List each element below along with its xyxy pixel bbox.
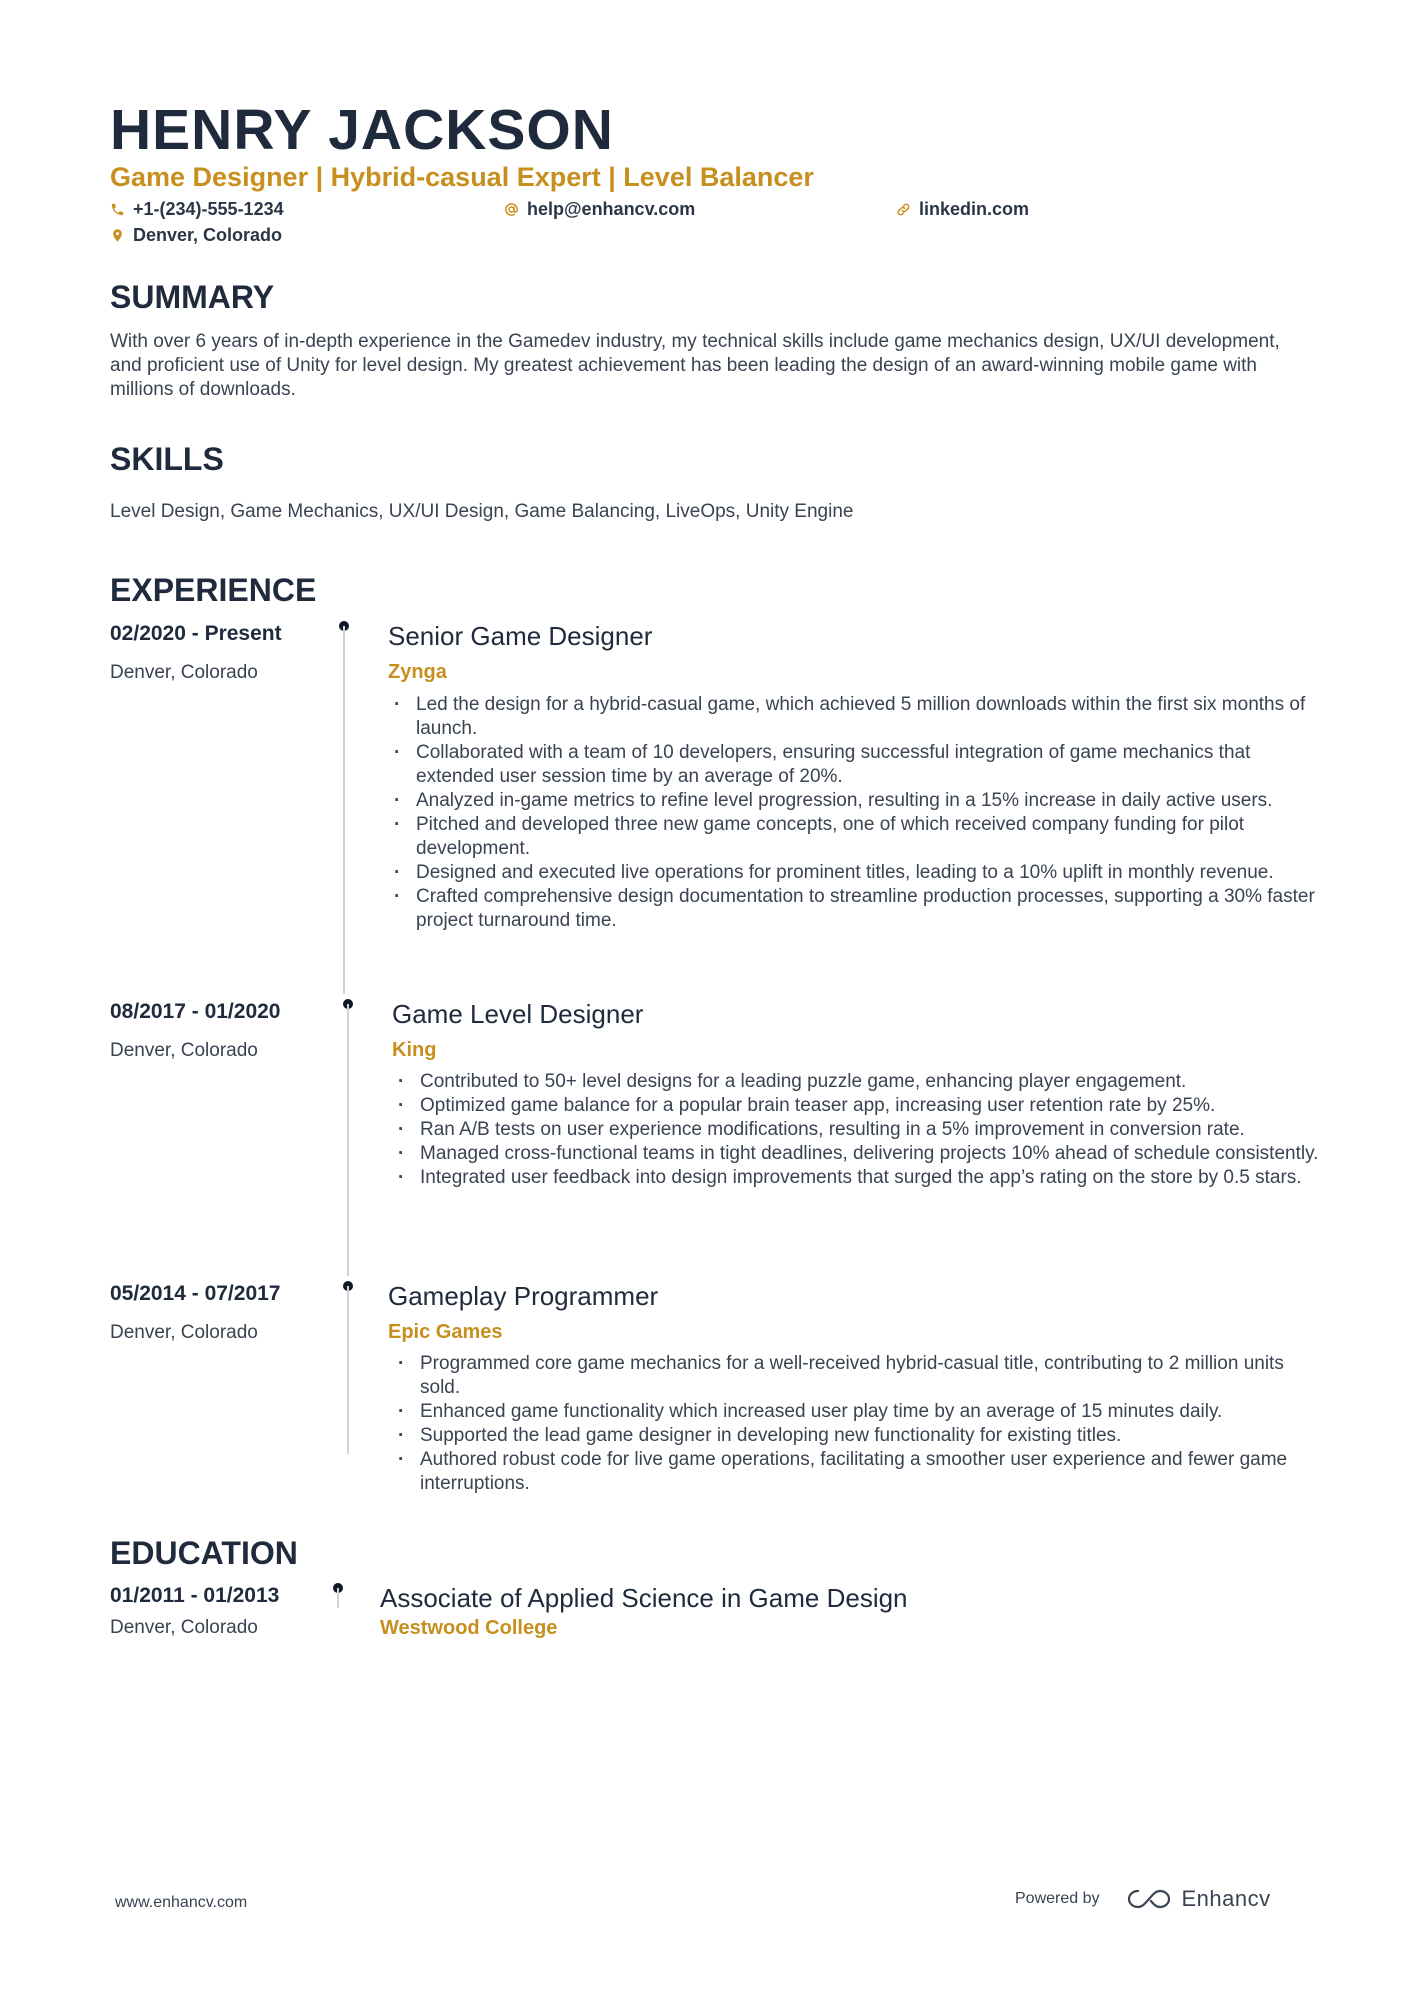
list-item: · Analyzed in-game metrics to refine level progression, resulting in a 15% increase in daily active users.	[388, 789, 1318, 813]
contact-linkedin[interactable]	[896, 198, 1029, 220]
phone-text: +1-(234)-555-1234	[133, 199, 284, 219]
brand-name: Enhancv	[1181, 1886, 1271, 1911]
job-title: Senior Game Designer	[388, 621, 653, 651]
job-location: Denver, Colorado	[110, 1322, 258, 1343]
summary-heading: SUMMARY	[110, 279, 275, 315]
timeline-line	[343, 626, 345, 994]
timeline-line	[347, 1004, 349, 1276]
skills-text: Level Design, Game Mechanics, UX/UI Design, Game Balancing, LiveOps, Unity Engine	[110, 501, 854, 522]
contact-email[interactable]	[504, 198, 695, 220]
job-bullets	[392, 1352, 1322, 1496]
linkedin-text: linkedin.com	[919, 199, 1030, 219]
location-text: Denver, Colorado	[133, 225, 283, 245]
list-item: · Crafted comprehensive design documentation to streamline production processes, supporting a 30% faster project turnaround time.	[388, 885, 1318, 933]
job-title: Game Level Designer	[392, 999, 644, 1029]
phone-icon	[110, 202, 125, 217]
job-title: Gameplay Programmer	[388, 1281, 659, 1311]
email-text: help@enhancv.com	[527, 199, 696, 219]
education-heading: EDUCATION	[110, 1535, 298, 1571]
enhancv-logo-icon	[1126, 1887, 1172, 1911]
footer-website[interactable]: www.enhancv.com	[115, 1894, 248, 1911]
list-item: · Collaborated with a team of 10 developers, ensuring successful integration of game mechanics that extended user session time by an average of 20%.	[388, 741, 1318, 789]
location-pin-icon	[110, 228, 125, 243]
list-item: · Contributed to 50+ level designs for a leading puzzle game, enhancing player engagement.	[392, 1070, 1322, 1094]
summary-text: With over 6 years of in-depth experience in the Gamedev industry, my technical skills include game mechanics design, UX/UI development, and proficient use of Unity for level design. My greatest achievement has been leading the design of an award-winning mobile game with millions of downloads.	[110, 331, 1280, 400]
job-dates: 08/2017 - 01/2020	[110, 1000, 281, 1023]
list-item: · Optimized game balance for a popular brain teaser app, increasing user retention rate by 25%.	[392, 1094, 1322, 1118]
candidate-tagline: Game Designer | Hybrid-casual Expert | Level Balancer	[110, 162, 814, 192]
company-name: King	[392, 1039, 437, 1061]
contact-location	[110, 224, 282, 246]
list-item: · Managed cross-functional teams in tight deadlines, delivering projects 10% ahead of schedule consistently.	[392, 1142, 1322, 1166]
job-bullets	[388, 693, 1318, 933]
powered-by-text: Powered by	[1015, 1890, 1100, 1907]
list-item: · Programmed core game mechanics for a well-received hybrid-casual title, contributing to 2 million units sold.	[392, 1352, 1322, 1400]
job-location: Denver, Colorado	[110, 1040, 258, 1061]
experience-heading: EXPERIENCE	[110, 572, 317, 608]
list-item: · Enhanced game functionality which increased user play time by an average of 15 minutes daily.	[392, 1400, 1322, 1424]
list-item: · Led the design for a hybrid-casual game, which achieved 5 million downloads within the first six months of launch.	[388, 693, 1318, 741]
school-name: Westwood College	[380, 1617, 558, 1639]
list-item: · Designed and executed live operations for prominent titles, leading to a 10% uplift in monthly revenue.	[388, 861, 1318, 885]
list-item: · Supported the lead game designer in developing new functionality for existing titles.	[392, 1424, 1322, 1448]
brand-logo	[1126, 1886, 1271, 1912]
job-location: Denver, Colorado	[110, 662, 258, 683]
footer-branding	[1015, 1886, 1271, 1912]
skills-heading: SKILLS	[110, 441, 224, 477]
list-item: · Pitched and developed three new game concepts, one of which received company funding for pilot development.	[388, 813, 1318, 861]
list-item: · Authored robust code for live game operations, facilitating a smoother user experience and fewer game interruptions.	[392, 1448, 1322, 1496]
company-name: Zynga	[388, 661, 447, 683]
degree-title: Associate of Applied Science in Game Design	[380, 1583, 908, 1613]
link-icon	[896, 202, 911, 217]
contact-phone	[110, 198, 284, 220]
education-dates: 01/2011 - 01/2013	[110, 1584, 280, 1607]
job-dates: 05/2014 - 07/2017	[110, 1282, 281, 1305]
company-name: Epic Games	[388, 1321, 503, 1343]
job-bullets	[392, 1070, 1322, 1190]
job-dates: 02/2020 - Present	[110, 622, 282, 645]
timeline-line	[347, 1286, 349, 1454]
timeline-line	[337, 1588, 339, 1608]
candidate-name: HENRY JACKSON	[110, 98, 614, 162]
at-sign-icon	[504, 202, 519, 217]
list-item: · Integrated user feedback into design improvements that surged the app’s rating on the store by 0.5 stars.	[392, 1166, 1322, 1190]
list-item: · Ran A/B tests on user experience modifications, resulting in a 5% improvement in conversion rate.	[392, 1118, 1322, 1142]
education-location: Denver, Colorado	[110, 1617, 258, 1638]
